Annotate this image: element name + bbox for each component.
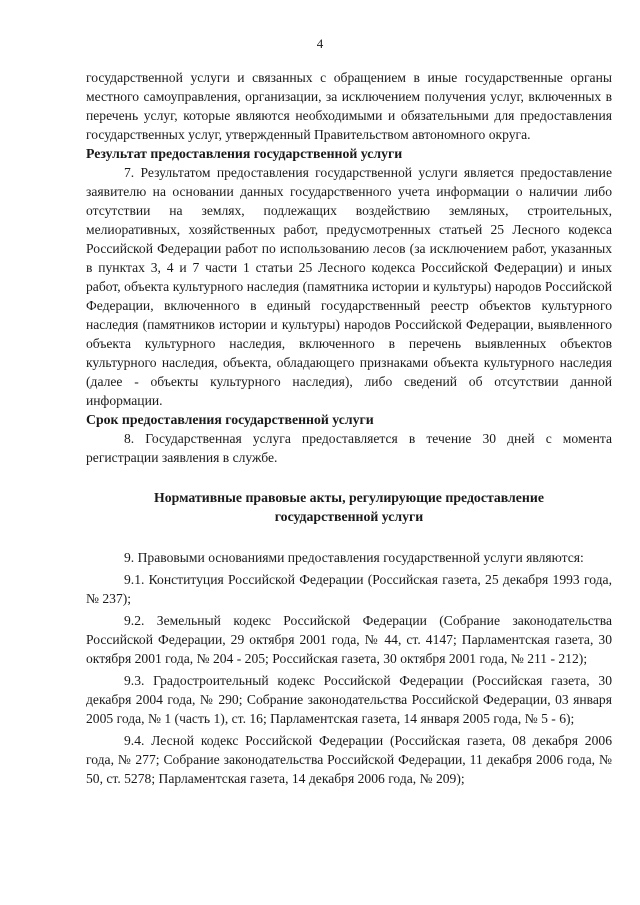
result-heading: Результат предоставления государственной услуги — [86, 146, 403, 161]
result-paragraph: 7. Результатом предоставления государственной услуги является предоставление заявителю на основании данных государственного учета информации о наличии либо отсутствии на землях, подлежащих воздействию земляных, строительных, мелиоративных, хозяйственных работ, предусмотренных статьей 25 Лесного кодекса Российской Федерации работ по использованию лесов (за исключением работ, указанных в пунктах 3, 4 и 7 части 1 статьи 25 Лесного кодекса Российской Федерации) и иных работ, объекта культурного наследия (памятника истории и культуры) народов Российской Федерации, включенного в единый государственный реестр объектов культурного наследия (памятников истории и культуры) народов Российской Федерации, выявленного объекта культурного наследия, включенного в перечень выявленных объектов культурного наследия, объекта, обладающего признаками объекта культурного наследия (далее - объекты культурного наследия), либо сведений об отсутствии данной информации. — [86, 165, 612, 408]
legal-heading-line1: Нормативные правовые акты, регулирующие предоставление — [154, 490, 544, 505]
term-paragraph: 8. Государственная услуга предоставляется в течение 30 дней с момента регистрации заявления в службе. — [86, 431, 612, 465]
intro-paragraph: государственной услуги и связанных с обращением в иные государственные органы местного самоуправления, организации, за исключением получения услуг, включенных в перечень услуг, которые являются необходимыми и обязательными для предоставления государственных услуг, утвержденный Правительством автономного округа. — [86, 70, 612, 142]
legal-item-9-4: 9.4. Лесной кодекс Российской Федерации (Российская газета, 08 декабря 2006 года, № 277; Собрание законодательства Российской Федерации, 11 декабря 2006 года, № 50, ст. 5278; Парламентская газета, 14 декабря 2006 года, № 209); — [86, 733, 612, 786]
legal-item-9-2: 9.2. Земельный кодекс Российской Федерации (Собрание законодательства Российской Федерации, 29 октября 2001 года, № 44, ст. 4147; Парламентская газета, 30 октября 2001 года, № 204 - 205; Российская газета, 30 октября 2001 года, № 211 - 212); — [86, 613, 612, 666]
term-heading: Срок предоставления государственной услуги — [86, 412, 374, 427]
page-content — [86, 68, 612, 788]
legal-item-9-1: 9.1. Конституция Российской Федерации (Российская газета, 25 декабря 1993 года, № 237); — [86, 572, 612, 606]
legal-item-9-3: 9.3. Градостроительный кодекс Российской Федерации (Российская газета, 30 декабря 2004 года, № 290; Собрание законодательства Российской Федерации, 03 января 2005 года, № 1 (часть 1), ст. 16; Парламентская газета, 14 января 2005 года, № 5 - 6); — [86, 673, 612, 726]
legal-heading-line2: государственной услуги — [274, 509, 424, 524]
legal-intro-paragraph: 9. Правовыми основаниями предоставления государственной услуги являются: — [124, 550, 584, 565]
legal-heading — [86, 488, 612, 526]
page-number: 4 — [316, 36, 324, 51]
